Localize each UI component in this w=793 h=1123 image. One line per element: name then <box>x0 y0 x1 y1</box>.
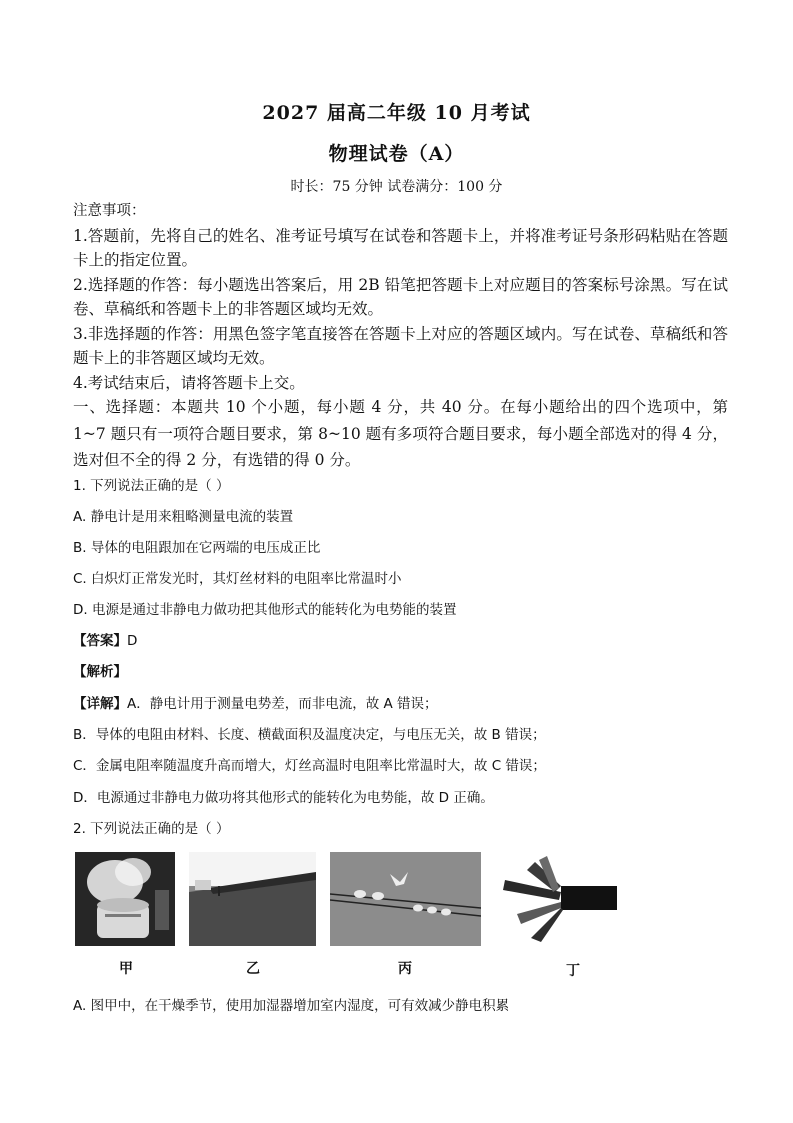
question-1-option-c: C. 白炽灯正常发光时，其灯丝材料的电阻率比常温时小 <box>73 571 402 587</box>
caption-ding: 丁 <box>566 963 580 979</box>
question-2-figures <box>73 852 633 982</box>
detail-line-c: C．金属电阻率随温度升高而增大，灯丝高温时电阻率比常温时大，故 C 错误； <box>73 758 546 774</box>
figure-birds-on-wire <box>330 852 481 946</box>
detail-line-a <box>73 695 728 713</box>
detail-tag: 【详解】 <box>73 696 127 712</box>
exam-title: 2027 届高二年级 10 月考试 <box>262 102 531 124</box>
answer-value: D <box>127 633 138 649</box>
figure-shielded-cable <box>495 852 617 946</box>
question-1-option-d: D. 电源是通过非静电力做功把其他形式的能转化为电势能的装置 <box>73 602 457 618</box>
notes-heading: 注意事项： <box>73 203 146 219</box>
question-2-stem: 2. 下列说法正确的是（ ） <box>73 821 230 837</box>
detail-text: A．静电计用于测量电势差，而非电流，故 A 错误； <box>127 696 438 712</box>
caption-jia: 甲 <box>119 961 133 977</box>
question-1-option-a: A. 静电计是用来粗略测量电流的装置 <box>73 509 294 525</box>
section-instructions: 一、选择题：本题共 10 个小题，每小题 4 分，共 40 分。在每小题给出的四个选项中，第 1~7 题只有一项符合题目要求，第 8~10 题有多项符合题目要求，每小题全部选对的得 4 分，选对但不全的得 2 分，有选错的得 0 分。 <box>73 398 728 469</box>
notes-block <box>73 199 728 395</box>
analysis-tag: 【解析】 <box>73 664 127 680</box>
question-2-option-a: A. 图甲中，在干燥季节，使用加湿器增加室内湿度，可有效减少静电积累 <box>73 998 510 1014</box>
caption-bing: 丙 <box>398 961 412 977</box>
question-1-stem: 1. 下列说法正确的是（ ） <box>73 478 230 494</box>
exam-subtitle: 物理试卷（A） <box>328 143 465 165</box>
answer-tag: 【答案】 <box>73 633 127 649</box>
note-item: 2.选择题的作答：每小题选出答案后，用 2B 铅笔把答题卡上对应题目的答案标号涂黑。写在试卷、草稿纸和答题卡上的非答题区域均无效。 <box>73 275 728 318</box>
figure-tanker <box>189 852 316 946</box>
detail-line-d: D．电源通过非静电力做功将其他形式的能转化为电势能，故 D 正确。 <box>73 790 494 806</box>
figure-humidifier <box>75 852 175 946</box>
caption-yi: 乙 <box>246 961 260 977</box>
note-item: 3.非选择题的作答：用黑色签字笔直接答在答题卡上对应的答题区域内。写在试卷、草稿纸和答题卡上的非答题区域均无效。 <box>73 324 728 367</box>
analysis-line <box>73 663 728 681</box>
answer-line <box>73 632 728 650</box>
question-1-option-b: B. 导体的电阻跟加在它两端的电压成正比 <box>73 540 321 556</box>
detail-line-b: B．导体的电阻由材料、长度、横截面积及温度决定，与电压无关，故 B 错误； <box>73 727 546 743</box>
note-item: 1.答题前，先将自己的姓名、准考证号填写在试卷和答题卡上，并将准考证号条形码粘贴在答题卡上的指定位置。 <box>73 226 728 269</box>
exam-duration: 时长：75 分钟 试卷满分：100 分 <box>290 179 503 195</box>
note-item: 4.考试结束后，请将答题卡上交。 <box>73 373 305 392</box>
